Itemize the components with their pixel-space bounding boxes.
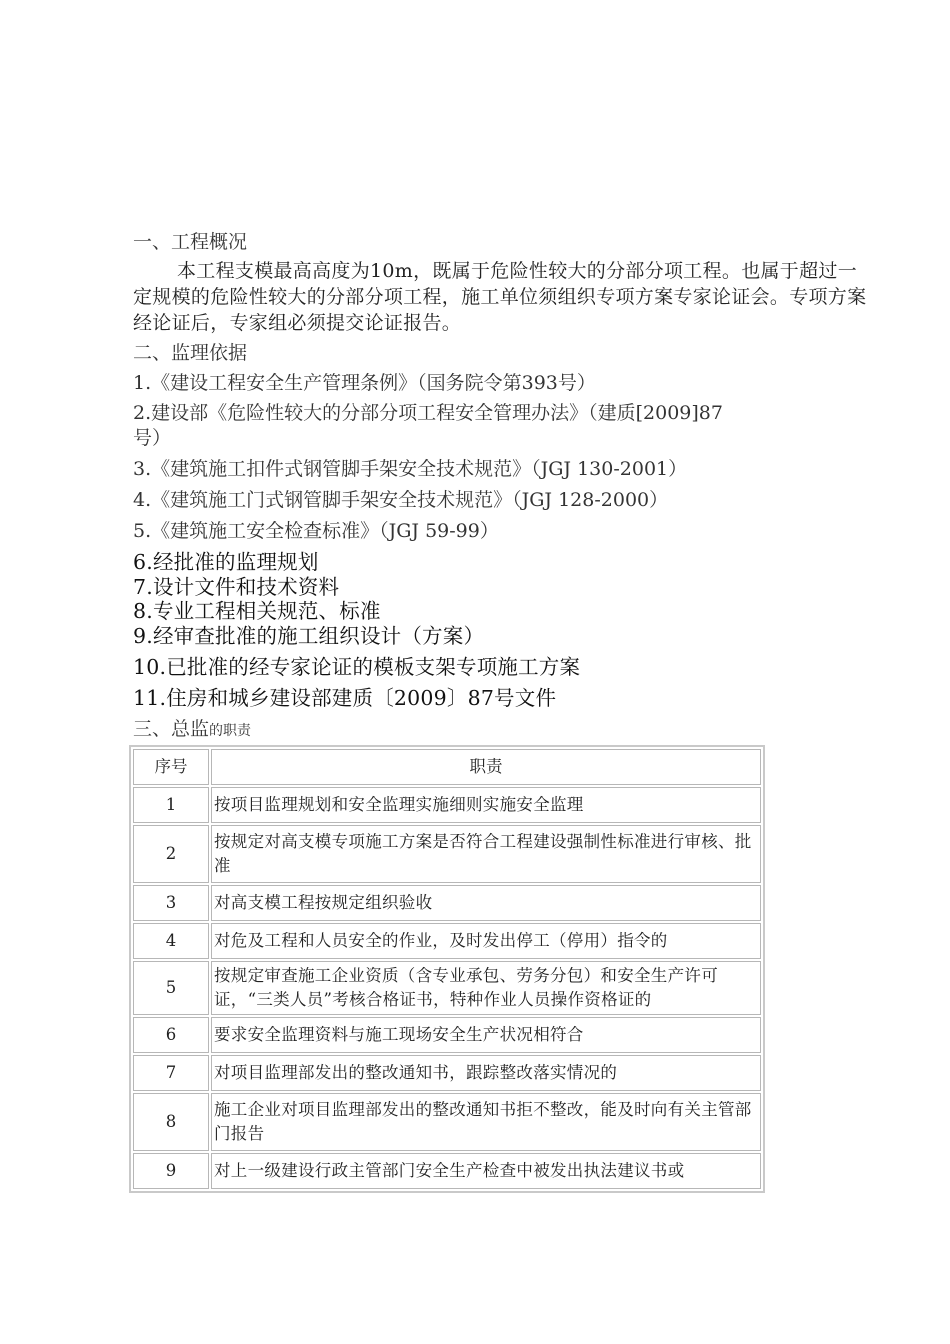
table-row [133, 825, 761, 883]
table-row [133, 1153, 761, 1189]
table-header-row [133, 749, 761, 785]
table-row [133, 1017, 761, 1053]
row-duty: 对上一级建设行政主管部门安全生产检查中被发出执法建议书或 [211, 1153, 761, 1189]
duties-table [129, 745, 765, 1193]
basis-item-9: 9.经审查批准的施工组织设计（方案） [133, 624, 485, 648]
basis-item-6: 6.经批准的监理规划 [133, 550, 319, 574]
row-duty: 施工企业对项目监理部发出的整改通知书拒不整改，能及时向有关主管部门报告 [211, 1093, 761, 1151]
section-3-heading-small: 的职责 [209, 723, 252, 739]
row-duty: 对高支模工程按规定组织验收 [211, 885, 761, 921]
row-duty: 对项目监理部发出的整改通知书，跟踪整改落实情况的 [211, 1055, 761, 1091]
basis-item-2: 2.建设部《危险性较大的分部分项工程安全管理办法》（建质[2009]87 [133, 402, 723, 424]
row-duty: 按项目监理规划和安全监理实施细则实施安全监理 [211, 787, 761, 823]
project-overview-paragraph: 本工程支模最高高度为10m，既属于危险性较大的分部分项工程。也属于超过一定规模的危险性较大的分部分项工程，施工单位须组织专项方案专家论证会。专项方案经论证后，专家组必须提交论证报告。 [133, 260, 867, 334]
row-duty: 按规定审查施工企业资质（含专业承包、劳务分包）和安全生产许可证，“三类人员”考核合格证书，特种作业人员操作资格证的 [211, 961, 761, 1015]
basis-item-11: 11.住房和城乡建设部建质〔2009〕87号文件 [133, 686, 557, 710]
table-row [133, 961, 761, 1015]
table-row [133, 923, 761, 959]
row-number: 8 [133, 1093, 209, 1151]
row-number: 6 [133, 1017, 209, 1053]
table-row [133, 1093, 761, 1151]
row-number: 2 [133, 825, 209, 883]
basis-item-3: 3.《建筑施工扣件式钢管脚手架安全技术规范》（JGJ 130-2001） [133, 458, 688, 480]
row-number: 9 [133, 1153, 209, 1189]
row-number: 5 [133, 961, 209, 1015]
basis-item-2-continued: 号） [133, 427, 172, 449]
basis-item-1: 1.《建设工程安全生产管理条例》（国务院令第393号） [133, 372, 596, 394]
row-duty: 按规定对高支模专项施工方案是否符合工程建设强制性标准进行审核、批准 [211, 825, 761, 883]
section-3-heading-main: 三、总监 [133, 718, 210, 740]
table-row [133, 885, 761, 921]
row-duty: 要求安全监理资料与施工现场安全生产状况相符合 [211, 1017, 761, 1053]
row-number: 1 [133, 787, 209, 823]
section-3-heading [133, 716, 251, 744]
basis-item-7: 7.设计文件和技术资料 [133, 575, 340, 599]
row-number: 7 [133, 1055, 209, 1091]
row-number: 3 [133, 885, 209, 921]
basis-item-10: 10.已批准的经专家论证的模板支架专项施工方案 [133, 655, 581, 679]
header-number: 序号 [133, 749, 209, 785]
basis-item-4: 4.《建筑施工门式钢管脚手架安全技术规范》（JGJ 128-2000） [133, 489, 669, 511]
header-duty: 职责 [211, 749, 761, 785]
row-number: 4 [133, 923, 209, 959]
table-row [133, 1055, 761, 1091]
section-1-heading: 一、工程概况 [133, 231, 248, 253]
basis-item-8: 8.专业工程相关规范、标准 [133, 599, 381, 623]
row-duty: 对危及工程和人员安全的作业，及时发出停工（停用）指令的 [211, 923, 761, 959]
basis-item-5: 5.《建筑施工安全检查标准》（JGJ 59-99） [133, 520, 499, 542]
section-2-heading: 二、监理依据 [133, 342, 248, 364]
table-row [133, 787, 761, 823]
